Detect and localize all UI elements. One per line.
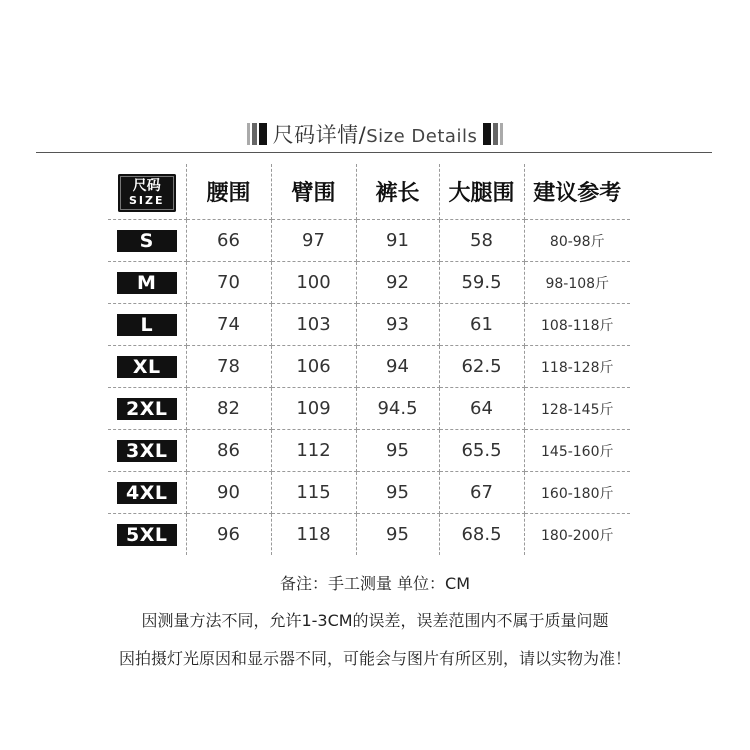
thigh-cell: 58: [439, 220, 524, 262]
size-header-cell: [108, 164, 186, 220]
column-header-length: 裤长: [356, 164, 439, 220]
suggest-cell: 98-108斤: [524, 262, 630, 304]
length-cell: 94.5: [356, 388, 439, 430]
thigh-cell: 59.5: [439, 262, 524, 304]
arm-cell: 106: [271, 346, 356, 388]
length-cell: 95: [356, 514, 439, 556]
title-right-bars-icon: [483, 123, 503, 145]
thigh-cell: 68.5: [439, 514, 524, 556]
suggest-cell: 145-160斤: [524, 430, 630, 472]
title-left-bars-icon: [247, 123, 267, 145]
size-cell: [108, 430, 186, 472]
arm-cell: 109: [271, 388, 356, 430]
size-cell: [108, 304, 186, 346]
thigh-cell: 61: [439, 304, 524, 346]
table-row: [108, 514, 630, 556]
size-cell: [108, 514, 186, 556]
suggest-cell: 108-118斤: [524, 304, 630, 346]
suggest-cell: 160-180斤: [524, 472, 630, 514]
size-badge: L: [117, 314, 177, 336]
length-cell: 91: [356, 220, 439, 262]
size-cell: [108, 472, 186, 514]
waist-cell: 66: [186, 220, 271, 262]
arm-cell: 97: [271, 220, 356, 262]
page-title: [273, 119, 478, 149]
waist-cell: 78: [186, 346, 271, 388]
size-badge-en: SIZE: [128, 194, 165, 208]
note-tolerance: 因测量方法不同，允许1-3CM的误差，误差范围内不属于质量问题: [141, 611, 609, 630]
table-row: [108, 304, 630, 346]
table-header-row: [108, 164, 630, 220]
table-row: [108, 388, 630, 430]
arm-cell: 103: [271, 304, 356, 346]
suggest-cell: 128-145斤: [524, 388, 630, 430]
table-row: [108, 430, 630, 472]
arm-cell: 115: [271, 472, 356, 514]
size-badge: 4XL: [117, 482, 177, 504]
suggest-cell: 118-128斤: [524, 346, 630, 388]
title-zh: 尺码详情/: [272, 123, 367, 147]
table-row: [108, 220, 630, 262]
size-cell: [108, 220, 186, 262]
arm-cell: 112: [271, 430, 356, 472]
size-badge: S: [117, 230, 177, 252]
length-cell: 95: [356, 430, 439, 472]
thigh-cell: 62.5: [439, 346, 524, 388]
arm-cell: 118: [271, 514, 356, 556]
length-cell: 94: [356, 346, 439, 388]
note-unit: 备注：手工测量 单位：CM: [279, 574, 471, 593]
arm-cell: 100: [271, 262, 356, 304]
column-header-waist: 腰围: [186, 164, 271, 220]
column-header-thigh: 大腿围: [439, 164, 524, 220]
suggest-cell: 80-98斤: [524, 220, 630, 262]
waist-cell: 74: [186, 304, 271, 346]
thigh-cell: 64: [439, 388, 524, 430]
length-cell: 92: [356, 262, 439, 304]
waist-cell: 82: [186, 388, 271, 430]
section-title: [0, 114, 750, 154]
size-badge: 5XL: [117, 524, 177, 546]
title-en: Size Details: [366, 126, 478, 147]
size-badge-zh: 尺码: [132, 178, 161, 195]
table-row: [108, 472, 630, 514]
waist-cell: 70: [186, 262, 271, 304]
size-cell: [108, 262, 186, 304]
waist-cell: 86: [186, 430, 271, 472]
thigh-cell: 67: [439, 472, 524, 514]
column-header-arm: 臂围: [271, 164, 356, 220]
column-header-suggest: 建议参考: [524, 164, 630, 220]
size-cell: [108, 346, 186, 388]
size-badge: 3XL: [117, 440, 177, 462]
note-color-disclaimer: 因拍摄灯光原因和显示器不同，可能会与图片有所区别，请以实物为准！: [118, 649, 631, 668]
title-divider: [36, 152, 712, 153]
waist-cell: 90: [186, 472, 271, 514]
table-row: [108, 346, 630, 388]
waist-cell: 96: [186, 514, 271, 556]
size-header-badge: [118, 174, 176, 212]
size-table: [108, 164, 630, 555]
size-cell: [108, 388, 186, 430]
length-cell: 95: [356, 472, 439, 514]
size-badge: M: [117, 272, 177, 294]
length-cell: 93: [356, 304, 439, 346]
table-row: [108, 262, 630, 304]
suggest-cell: 180-200斤: [524, 514, 630, 556]
size-badge: 2XL: [117, 398, 177, 420]
thigh-cell: 65.5: [439, 430, 524, 472]
size-badge: XL: [117, 356, 177, 378]
